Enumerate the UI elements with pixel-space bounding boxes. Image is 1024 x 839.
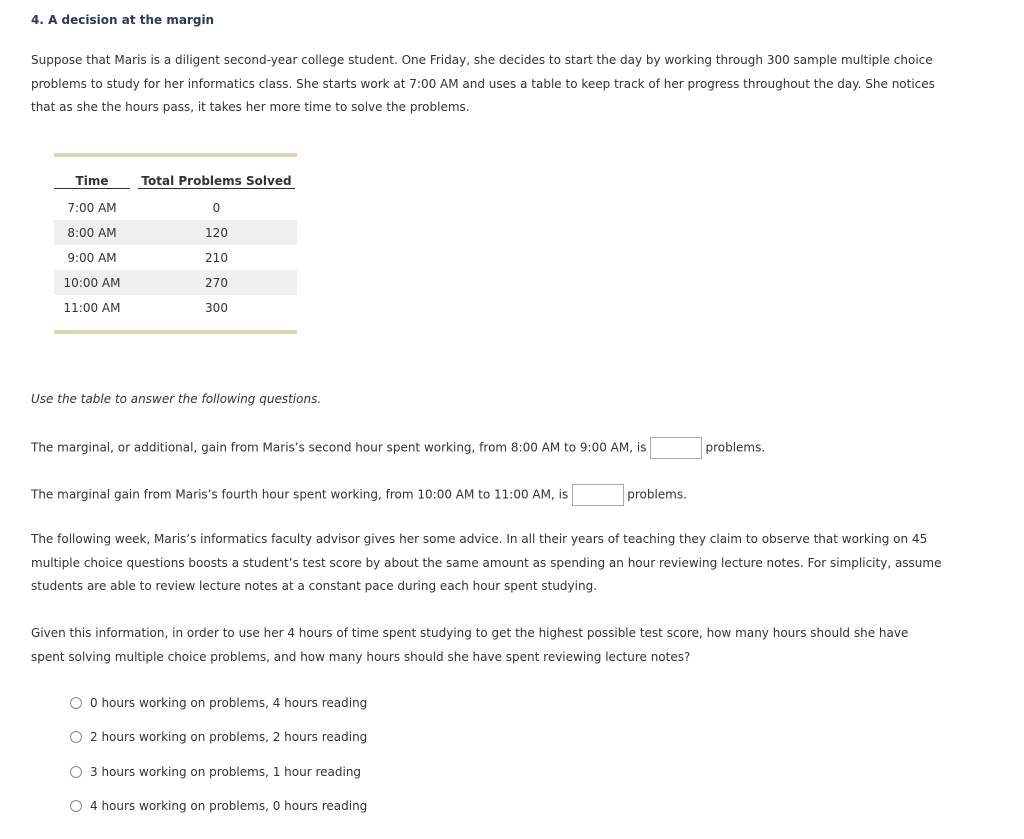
header-time: Time — [54, 174, 130, 189]
intro-line: that as she the hours pass, it takes her more time to solve the problems. — [31, 100, 470, 114]
cell-time: 11:00 AM — [63, 300, 121, 315]
radio-button[interactable] — [70, 766, 82, 778]
option-label: 4 hours working on problems, 0 hours reading — [90, 799, 368, 814]
cell-time: 7:00 AM — [67, 200, 117, 215]
answer-options — [70, 686, 367, 823]
cell-total: 270 — [205, 275, 228, 290]
progress-table — [54, 153, 297, 334]
table-row — [54, 295, 297, 320]
table-row — [54, 270, 297, 295]
q1-text: The marginal, or additional, gain from Maris’s second hour spent working, from 8:00 AM to 9:00 AM, is — [31, 440, 647, 455]
advice-line: multiple choice questions boosts a student’s test score by about the same amount as spending an hour reviewing lecture notes. For simplicity, assume — [31, 555, 942, 570]
advice-line: students are able to review lecture notes at a constant pace during each hour spent studying. — [31, 579, 598, 593]
option-label: 2 hours working on problems, 2 hours reading — [90, 730, 368, 745]
cell-total: 0 — [212, 200, 221, 215]
q1-unit: problems. — [705, 440, 766, 455]
intro-line: problems to study for her informatics class. She starts work at 7:00 AM and uses a table to keep track of her progress throughout the day. She notices — [31, 76, 935, 91]
header-total-problems: Total Problems Solved — [138, 174, 295, 189]
q1-answer-input[interactable] — [650, 437, 702, 459]
option-label: 0 hours working on problems, 4 hours reading — [90, 696, 368, 711]
question-line: spent solving multiple choice problems, and how many hours should she have spent reviewing lecture notes? — [31, 649, 691, 664]
option-3-1[interactable] — [70, 755, 367, 789]
advice-line: The following week, Maris’s informatics faculty advisor gives her some advice. In all their years of teaching they claim to observe that working on 45 — [31, 532, 928, 546]
radio-button[interactable] — [70, 800, 82, 812]
radio-button[interactable] — [70, 731, 82, 743]
intro-paragraph — [31, 49, 935, 120]
cell-total: 210 — [205, 250, 228, 265]
q2-unit: problems. — [627, 487, 687, 502]
instruction-text: Use the table to answer the following questions. — [31, 392, 322, 406]
cell-total: 120 — [205, 225, 228, 240]
option-4-0[interactable] — [70, 789, 367, 823]
question-paragraph — [31, 622, 908, 669]
cell-total: 300 — [205, 300, 228, 315]
table-header — [54, 157, 297, 195]
option-2-2[interactable] — [70, 720, 367, 754]
table-row — [54, 220, 297, 245]
option-label: 3 hours working on problems, 1 hour reading — [90, 764, 362, 779]
question-line: Given this information, in order to use her 4 hours of time spent studying to get the highest possible test score, how many hours should she have — [31, 626, 909, 640]
advice-paragraph — [31, 528, 941, 599]
cell-time: 9:00 AM — [67, 250, 117, 265]
q2-answer-input[interactable] — [572, 484, 624, 506]
question-title: 4. A decision at the margin — [31, 13, 215, 27]
table-row — [54, 245, 297, 270]
cell-time: 10:00 AM — [63, 275, 121, 290]
question-2 — [31, 484, 687, 506]
q2-text: The marginal gain from Maris’s fourth hour spent working, from 10:00 AM to 11:00 AM, is — [31, 487, 569, 502]
intro-line: Suppose that Maris is a diligent second-year college student. One Friday, she decides to start the day by working through 300 sample multiple choice — [31, 53, 933, 67]
question-1 — [31, 437, 765, 459]
radio-button[interactable] — [70, 697, 82, 709]
option-0-4[interactable] — [70, 686, 367, 720]
cell-time: 8:00 AM — [67, 225, 117, 240]
table-row — [54, 195, 297, 220]
